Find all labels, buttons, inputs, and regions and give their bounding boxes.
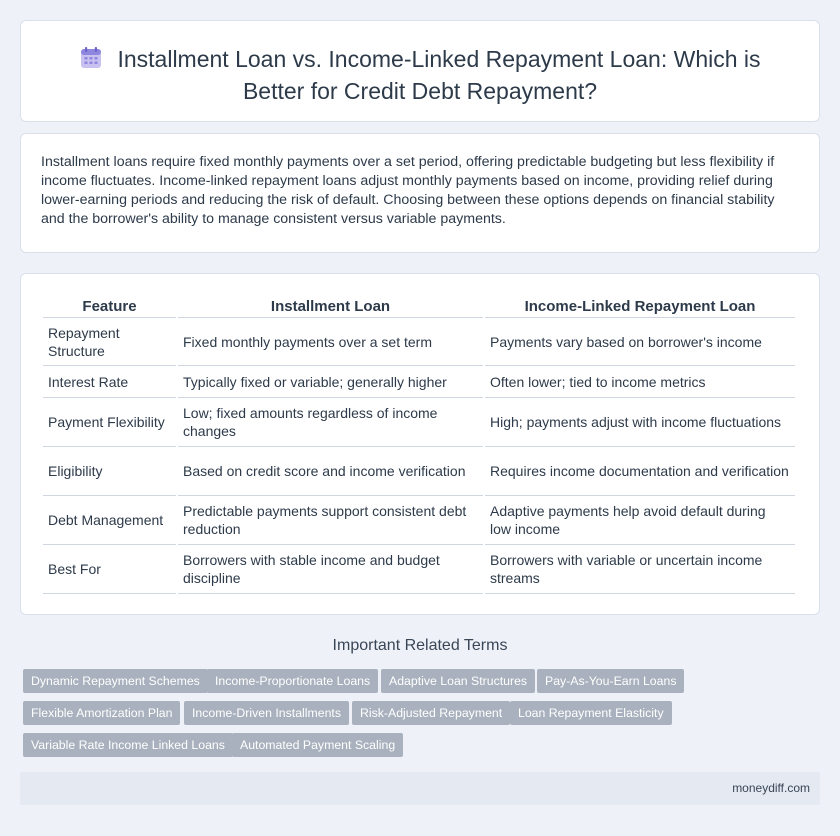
header-feature: Feature [43, 296, 176, 318]
installment-cell: Borrowers with stable income and budget discipline [178, 545, 483, 594]
table-row [43, 496, 795, 545]
feature-cell: Interest Rate [43, 366, 176, 398]
income-linked-cell: Payments vary based on borrower's income [485, 318, 795, 366]
footer [20, 772, 820, 805]
feature-cell: Payment Flexibility [43, 398, 176, 447]
related-term-tag[interactable]: Adaptive Loan Structures [381, 669, 535, 693]
title-card [20, 20, 820, 122]
related-terms-title: Important Related Terms [332, 637, 508, 654]
table-row [43, 398, 795, 447]
page-title [61, 43, 779, 107]
calendar-icon [79, 46, 103, 70]
feature-cell: Eligibility [43, 447, 176, 496]
related-term-tag[interactable]: Income-Driven Installments [184, 701, 349, 725]
header-income-linked-loan: Income-Linked Repayment Loan [485, 296, 795, 318]
income-linked-cell: Requires income documentation and verification [485, 447, 795, 496]
summary-card [20, 133, 820, 253]
related-term-tag[interactable]: Dynamic Repayment Schemes [23, 669, 208, 693]
income-linked-cell: Borrowers with variable or uncertain income streams [485, 545, 795, 594]
income-linked-cell: High; payments adjust with income fluctuations [485, 398, 795, 447]
related-term-tag[interactable]: Flexible Amortization Plan [23, 701, 180, 725]
table-row [43, 447, 795, 496]
header-installment-loan: Installment Loan [178, 296, 483, 318]
installment-cell: Based on credit score and income verification [178, 447, 483, 496]
feature-cell: Best For [43, 545, 176, 594]
installment-cell: Predictable payments support consistent debt reduction [178, 496, 483, 545]
table-row [43, 545, 795, 594]
table-row [43, 318, 795, 366]
installment-cell: Typically fixed or variable; generally higher [178, 366, 483, 398]
installment-cell: Fixed monthly payments over a set term [178, 318, 483, 366]
footer-site-link[interactable]: moneydiff.com [732, 781, 810, 795]
comparison-table [41, 296, 797, 594]
summary-text: Installment loans require fixed monthly payments over a set period, offering predictable budgeting but less flexibility if income fluctuates. Income-linked repayment loans adjust monthly payments based on income, providing relief during lower-earning periods and reducing the risk of default. Choosing between these options depends on financial stability and the borrower's ability to manage consistent versus variable payments. [41, 154, 775, 227]
income-linked-cell: Adaptive payments help avoid default during low income [485, 496, 795, 545]
comparison-card [20, 273, 820, 615]
related-term-tag[interactable]: Variable Rate Income Linked Loans [23, 733, 233, 757]
related-term-tag[interactable]: Income-Proportionate Loans [207, 669, 378, 693]
table-row [43, 366, 795, 398]
feature-cell: Repayment Structure [43, 318, 176, 366]
related-term-tag[interactable]: Loan Repayment Elasticity [510, 701, 672, 725]
income-linked-cell: Often lower; tied to income metrics [485, 366, 795, 398]
related-term-tag[interactable]: Risk-Adjusted Repayment [352, 701, 510, 725]
related-term-tag[interactable]: Pay-As-You-Earn Loans [537, 669, 684, 693]
feature-cell: Debt Management [43, 496, 176, 545]
table-header-row [43, 296, 795, 318]
related-term-tag[interactable]: Automated Payment Scaling [232, 733, 403, 757]
page-title-text: Installment Loan vs. Income-Linked Repayment Loan: Which is Better for Credit Debt Repayment? [117, 46, 761, 104]
installment-cell: Low; fixed amounts regardless of income changes [178, 398, 483, 447]
